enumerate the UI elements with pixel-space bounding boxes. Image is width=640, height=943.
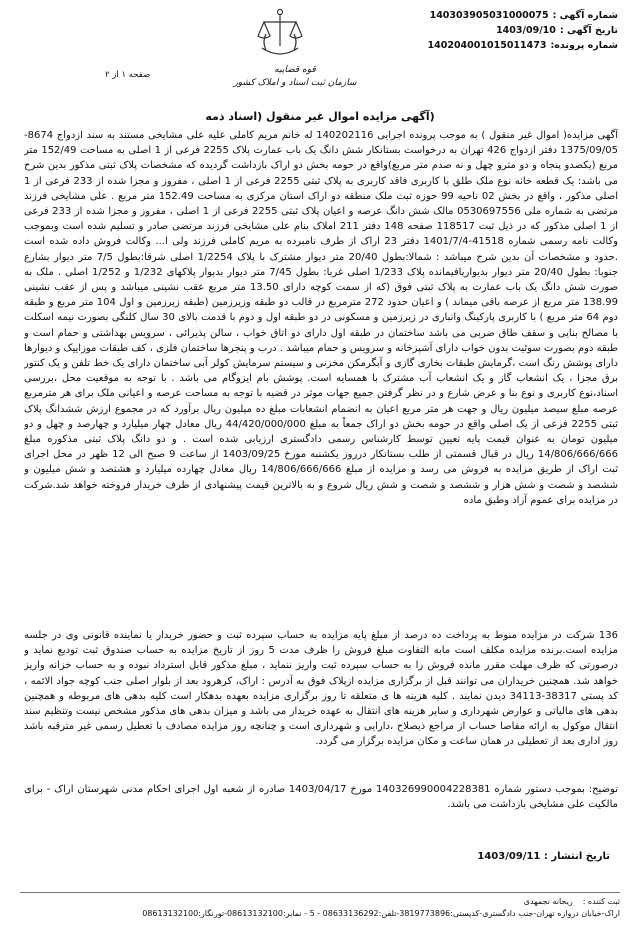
footer-divider <box>20 892 620 893</box>
footer <box>20 896 620 920</box>
registrar <box>20 896 620 908</box>
case-number: 140204001015011473 <box>427 40 547 51</box>
notice-meta <box>358 8 618 53</box>
meta-row <box>358 23 618 38</box>
meta-row <box>358 38 618 53</box>
office-contact: اراک-خیابان دروازه تهران-جنب دادگستری-کدپستی:3819773896-تلفن:08633136292 - 5 - نمابر:08613132100-تورنگار:08613132100 <box>142 909 620 918</box>
organization-name: قوه قضاییه سازمان ثبت اسناد و املاک کشور <box>233 65 357 88</box>
notice-date: 1403/09/10 <box>496 25 556 36</box>
publication-date <box>320 851 610 862</box>
meta-label: شماره آگهی : <box>552 10 618 21</box>
meta-label: تاریخ آگهی : <box>559 25 618 36</box>
page-number: صفحه ۱ از ۲ <box>105 70 151 80</box>
body-paragraph: آگهی مزایده( اموال غیر منقول ) به موجب پرونده اجرایی 140202116 له خانم مریم کاملی علیه علی مشایخی مستند به سند ازدواج 8674-1375/09/05 دفتر ازدواج 426 تهران به درخواست بستانکار شش دانگ یک باب عمارت پلاک 2255 فرعی از 1 اصلی به مساحت 152/49 متر مربع (یکصدو پنجاه و دو مترو چهل و نه صدم متر مربع)واقع در حومه بخش دو اراک بازداشت گردیده که مشخصات پلاک ثبتی مذکور بدین شرح می باشد: یک قطعه خانه نوع ملک طلق با کاربری فاقد کاربری به پلاک ثبتی 2255 فرعی از 1 اصلی ، مفروز و مجزا شده از 233 فرعی از 1 اصلی مذکور ، واقع در بخش 02 ناحیه 99 حوزه ثبت ملک منطقه دو اراک استان مرکزی به مساحت 152.49 متر مربع . علی مشایخی فرزند مرتضی به شماره ملی 0530697556 مالک شش دانگ عرصه و اعیان پلاک ثبتی 2255 فرعی از 1 اصلی ، مفروز و مجزا شده از 233 فرعی از 1 اصلی مذکور که در ذیل ثبت 118517 صفحه 148 دفتر 211 املاک بنام علی مشایخی فرزند مرتضی صادر و تسلیم شده است وبموجب وکالت نامه رسمی شماره 41518-1401/7/4 دفتر 23 اراک از طرف نامبرده به مریم کاملی فرزند ولی ا... وکالت فروش داده شده است .حدود و مشخصات آن بدین شرح میباشد : شمالا:بطول 20/40 متر دیوار مشترک با پلاک 1/2254 اصلی شرقا:بطول 7/5 متر دیوار بشارع جنوبا: بطول 20/40 متر دیوار بدیواربافیمانده پلاک 1/233 اصلی غربا: بطول 7/45 متر دیوار بدیوار پلاکهای 1/232 و 1/252 اصلی . ملک به صورت شش دانگ یک باب عمارت به پلاک ثبتی فوق (که از سمت کوچه دارای 13.50 متر مربع عقب نشینی میباشد و پس از عقب نشینی 138.99 متر مربع از عرصه باقی میماند ) و اعیان حدود 272 مترمربع در قالب دو طبقه وزیرزمین (طبقه زیرزمین و اول 104 متر مربع و طبقه دوم 64 متر مربع ) با کاربری پارکینگ وانباری در زیرزمین و مسکونی در دو طبقه اول و دوم با قدمت بالای 30 سال کلنگی بصورت نیمه اسکلت با مصالح بنایی و سقف طاق ضربی می باشد ساختمان در طبقه اول دارای دو اتاق خواب ، سالن پذیرائی ، سرویس بهداشتی و حمام است و طبقه دوم بصورت سوئیت بدون خواب دارای آشپزخانه و سرویس و حمام میباشد . درب و پنجرها ساختمان فلزی ، کف طبقات موزاییک و دیوارها دارای پوشش رنگ است ،گرمایش طبقات بخاری گازی و آبگرمکن مخزنی و سیستم سرمایش کولر آبی ساختمان دارای یک خط تلفن و یک کنتور برق مجزا ، یک انشعاب گاز و یک انشعاب آب مشترک با همسایه است. پوشش بام ایزوگام می باشد . با توجه به موقعیت محل ،بررسی اسناد،نوع کاربری و نوع بنا و عرض شارع و در نظر گرفتن جمیع جهات موثر در قضیه با توجه به مساحت عرصه و اعیانی ملک برای هر مترمربع عرصه مبلغ سیصد میلیون ریال و جهت هر متر مربع اعیان به انضمام انشعابات مبلغ ده میلیون ریال برآورد که در مجموع ارزش ششدانگ پلاک ثبتی 2255 فرعی از یک اصلی واقع در حومه بخش دو اراک جمعاً به مبلغ 44/420/000/000 ریال معادل چهار میلیارد و چهارصد و چهل و دو میلیون تومان به عنوان قیمت پایه تعیین توسط کارشناس رسمی دادگستری ارزیابی شده است . و دو دانگ پلاک ثبتی مذکوره مبلغ 14/806/666/666 ریال در قبال قسمتی از طلب بستانکار درروز یکشنبه مورخ 1403/09/25 از ساعت 9 صبح الی 12 ظهر در محل اجرای ثبت اراک از طریق مزایده به فروش می رسد و مزایده از مبلغ 14/806/666/666 ریال معادل چهارده میلیارد و هشتصد و شش میلیون و ششصد و شصت و شش هزار و ششصد و شصت و شش ریال شروع و به بالاترین قیمت پیشنهادی از طرف خریدار فروخته خواهد شد.شرکت در مزایده برای عموم آزاد وطبق ماده <box>24 130 618 506</box>
body-paragraph: توضیح: بموجب دستور شماره 140326990004228381 مورخ 1403/04/17 صادره از شعبه اول اجرای احکام مدنی شهرستان اراک - برای مالکیت علی مشایخی بازداشت می باشد. <box>24 784 618 811</box>
registrar-name: ریحانه نجمهدی <box>523 897 573 906</box>
notice-body <box>24 128 618 814</box>
publication-label: تاریخ انتشار : <box>543 851 610 862</box>
judiciary-emblem-icon <box>250 6 310 64</box>
meta-row <box>358 8 618 23</box>
notice-title: (آگهی مزایده اموال غیر منقول (اسناد ذمه <box>205 110 435 123</box>
body-paragraph: 136 شرکت در مزایده منوط به پرداخت ده درصد از مبلغ پایه مزایده به حساب سپرده ثبت و حضور خریدار یا نماینده قانونی وی در جلسه مزایده است.برنده مزایده مکلف است مابه التفاوت مبلغ فروش را ظرف مدت 5 روز از تاریخ مزایده به حساب صندوق ثبت تودیع نماید و درصورتی که ظرف مهلت مقرر مانده فروش را به حساب سپرده ثبت واریز ننماید ، مبلغ مذکور قابل استرداد نبوده و به حساب خزانه واریز خواهد شد. همچنین خریداران می توانند قبل از برگزاری مزایده ازپلاک فوق به آدرس : اراک، کرهرود بعد از بلوار اصلی جنب کوچه جواد الائمه ، کد پستی 38317-34113 دیدن نمایند . کلیه هزینه ها ی متعلقه تا روز برگزاری مزایده بعهده بدهکار است کلیه بدهی های مربوطه و همچنین بدهی های مالیاتی و عوارض شهرداری و سایر هزینه های انتقال به عهده خریدار می باشد و میزان بدهی های مذکور مشخص نیست وتنظیم سند انتقال موکول به ارائه مفاصا حساب از مراجع ذیصلاح ،دارایی و شهرداری است و چنانچه روز مزایده مصادف با تعطیل رسمی غیر مترقبه باشد روز اداری بعد از تعطیلی در همان ساعت و مکان مزایده برگزار می گردد. <box>24 630 618 748</box>
registrar-label: ثبت کننده : <box>582 897 620 906</box>
meta-label: شماره پرونده: <box>550 40 618 51</box>
notice-number: 140303905031000075 <box>429 10 549 21</box>
publication-date-value: 1403/09/11 <box>477 851 541 862</box>
